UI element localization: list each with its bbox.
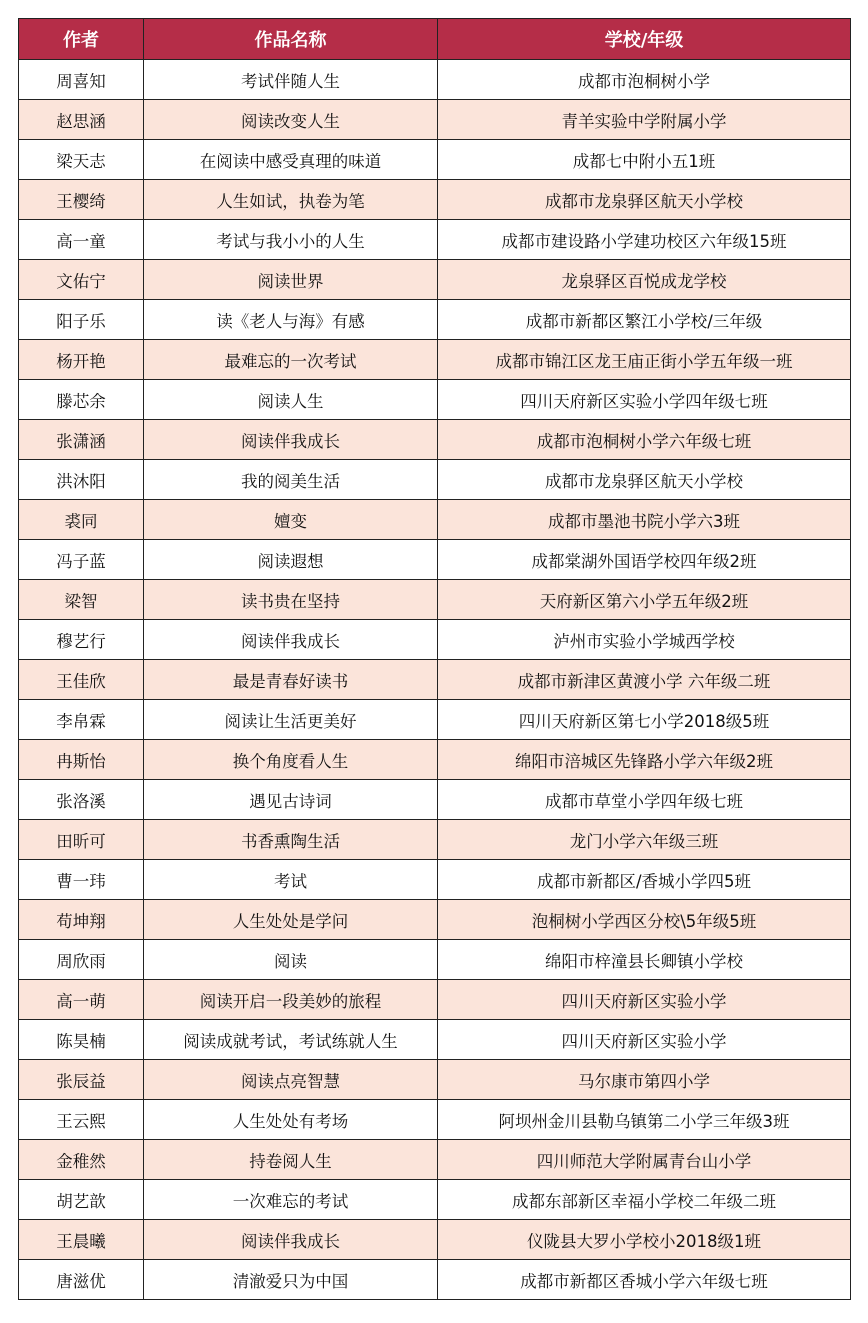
cell-school-grade: 泡桐树小学西区分校\5年级5班: [438, 900, 851, 940]
cell-school-grade: 天府新区第六小学五年级2班: [438, 580, 851, 620]
table-row: [19, 780, 851, 820]
table-row: [19, 460, 851, 500]
table-row: [19, 420, 851, 460]
table-row: [19, 1060, 851, 1100]
cell-work-title: 考试伴随人生: [144, 60, 438, 100]
table-row: [19, 140, 851, 180]
header-work-title: 作品名称: [144, 19, 438, 60]
cell-author: 王佳欣: [19, 660, 144, 700]
cell-school-grade: 成都市新都区香城小学六年级七班: [438, 1260, 851, 1300]
cell-school-grade: 四川师范大学附属青台山小学: [438, 1140, 851, 1180]
award-table: [18, 18, 851, 1300]
table-row: [19, 500, 851, 540]
cell-school-grade: 成都市泡桐树小学六年级七班: [438, 420, 851, 460]
cell-author: 王樱绮: [19, 180, 144, 220]
table-row: [19, 1140, 851, 1180]
header-school-grade: 学校/年级: [438, 19, 851, 60]
cell-author: 冉斯怡: [19, 740, 144, 780]
cell-work-title: 阅读开启一段美妙的旅程: [144, 980, 438, 1020]
cell-school-grade: 成都市锦江区龙王庙正街小学五年级一班: [438, 340, 851, 380]
cell-work-title: 清澈爱只为中国: [144, 1260, 438, 1300]
cell-school-grade: 成都七中附小五1班: [438, 140, 851, 180]
cell-school-grade: 四川天府新区实验小学四年级七班: [438, 380, 851, 420]
table-body: [19, 60, 851, 1300]
cell-author: 穆艺行: [19, 620, 144, 660]
cell-work-title: 持卷阅人生: [144, 1140, 438, 1180]
cell-work-title: 人生处处是学问: [144, 900, 438, 940]
cell-author: 文佑宁: [19, 260, 144, 300]
table-row: [19, 260, 851, 300]
cell-work-title: 嬗变: [144, 500, 438, 540]
cell-author: 王晨曦: [19, 1220, 144, 1260]
cell-school-grade: 成都市新津区黄渡小学 六年级二班: [438, 660, 851, 700]
cell-work-title: 最是青春好读书: [144, 660, 438, 700]
cell-work-title: 阅读伴我成长: [144, 420, 438, 460]
table-row: [19, 1220, 851, 1260]
cell-work-title: 阅读改变人生: [144, 100, 438, 140]
table-row: [19, 980, 851, 1020]
cell-work-title: 阅读成就考试，考试练就人生: [144, 1020, 438, 1060]
cell-work-title: 阅读伴我成长: [144, 1220, 438, 1260]
table-header-row: [19, 19, 851, 60]
table-row: [19, 900, 851, 940]
cell-author: 梁天志: [19, 140, 144, 180]
cell-school-grade: 绵阳市梓潼县长卿镇小学校: [438, 940, 851, 980]
cell-work-title: 阅读遐想: [144, 540, 438, 580]
table-row: [19, 580, 851, 620]
table-row: [19, 940, 851, 980]
cell-school-grade: 成都市新都区/香城小学四5班: [438, 860, 851, 900]
cell-work-title: 最难忘的一次考试: [144, 340, 438, 380]
cell-school-grade: 四川天府新区第七小学2018级5班: [438, 700, 851, 740]
cell-school-grade: 四川天府新区实验小学: [438, 980, 851, 1020]
cell-school-grade: 阿坝州金川县勒乌镇第二小学三年级3班: [438, 1100, 851, 1140]
cell-work-title: 人生处处有考场: [144, 1100, 438, 1140]
table-row: [19, 1180, 851, 1220]
cell-school-grade: 成都市龙泉驿区航天小学校: [438, 180, 851, 220]
cell-work-title: 在阅读中感受真理的味道: [144, 140, 438, 180]
cell-author: 冯子蓝: [19, 540, 144, 580]
cell-school-grade: 绵阳市涪城区先锋路小学六年级2班: [438, 740, 851, 780]
cell-author: 滕芯余: [19, 380, 144, 420]
cell-work-title: 人生如试，执卷为笔: [144, 180, 438, 220]
cell-school-grade: 四川天府新区实验小学: [438, 1020, 851, 1060]
cell-author: 唐滋优: [19, 1260, 144, 1300]
cell-school-grade: 青羊实验中学附属小学: [438, 100, 851, 140]
cell-author: 阳子乐: [19, 300, 144, 340]
table-row: [19, 860, 851, 900]
table-row: [19, 740, 851, 780]
cell-author: 周欣雨: [19, 940, 144, 980]
cell-author: 王云熙: [19, 1100, 144, 1140]
cell-school-grade: 成都市泡桐树小学: [438, 60, 851, 100]
table-row: [19, 100, 851, 140]
cell-work-title: 换个角度看人生: [144, 740, 438, 780]
cell-author: 田昕可: [19, 820, 144, 860]
cell-school-grade: 成都市新都区繁江小学校/三年级: [438, 300, 851, 340]
cell-school-grade: 泸州市实验小学城西学校: [438, 620, 851, 660]
table-row: [19, 620, 851, 660]
cell-author: 曹一玮: [19, 860, 144, 900]
table-row: [19, 60, 851, 100]
cell-school-grade: 马尔康市第四小学: [438, 1060, 851, 1100]
cell-school-grade: 龙泉驿区百悦成龙学校: [438, 260, 851, 300]
cell-school-grade: 仪陇县大罗小学校小2018级1班: [438, 1220, 851, 1260]
cell-work-title: 遇见古诗词: [144, 780, 438, 820]
cell-work-title: 阅读点亮智慧: [144, 1060, 438, 1100]
cell-work-title: 我的阅美生活: [144, 460, 438, 500]
cell-work-title: 阅读伴我成长: [144, 620, 438, 660]
cell-work-title: 读书贵在坚持: [144, 580, 438, 620]
cell-author: 胡艺歆: [19, 1180, 144, 1220]
cell-school-grade: 成都市草堂小学四年级七班: [438, 780, 851, 820]
table-row: [19, 220, 851, 260]
cell-work-title: 书香熏陶生活: [144, 820, 438, 860]
cell-author: 高一萌: [19, 980, 144, 1020]
cell-author: 张辰益: [19, 1060, 144, 1100]
cell-author: 苟坤翔: [19, 900, 144, 940]
cell-work-title: 考试: [144, 860, 438, 900]
award-table-container: [18, 18, 850, 1300]
cell-author: 陈昊楠: [19, 1020, 144, 1060]
cell-author: 高一童: [19, 220, 144, 260]
table-row: [19, 1100, 851, 1140]
cell-school-grade: 龙门小学六年级三班: [438, 820, 851, 860]
table-row: [19, 380, 851, 420]
table-row: [19, 300, 851, 340]
table-row: [19, 340, 851, 380]
table-row: [19, 820, 851, 860]
cell-author: 洪沐阳: [19, 460, 144, 500]
cell-work-title: 阅读人生: [144, 380, 438, 420]
header-author: 作者: [19, 19, 144, 60]
cell-work-title: 读《老人与海》有感: [144, 300, 438, 340]
cell-author: 金稚然: [19, 1140, 144, 1180]
cell-school-grade: 成都棠湖外国语学校四年级2班: [438, 540, 851, 580]
cell-school-grade: 成都市建设路小学建功校区六年级15班: [438, 220, 851, 260]
table-row: [19, 180, 851, 220]
cell-author: 梁智: [19, 580, 144, 620]
cell-author: 张潇涵: [19, 420, 144, 460]
cell-work-title: 阅读让生活更美好: [144, 700, 438, 740]
cell-author: 周喜知: [19, 60, 144, 100]
cell-school-grade: 成都市墨池书院小学六3班: [438, 500, 851, 540]
table-row: [19, 660, 851, 700]
cell-school-grade: 成都东部新区幸福小学校二年级二班: [438, 1180, 851, 1220]
cell-author: 赵思涵: [19, 100, 144, 140]
cell-work-title: 阅读世界: [144, 260, 438, 300]
cell-work-title: 考试与我小小的人生: [144, 220, 438, 260]
cell-author: 张洛溪: [19, 780, 144, 820]
table-row: [19, 1020, 851, 1060]
cell-work-title: 阅读: [144, 940, 438, 980]
table-row: [19, 540, 851, 580]
cell-author: 杨开艳: [19, 340, 144, 380]
cell-school-grade: 成都市龙泉驿区航天小学校: [438, 460, 851, 500]
cell-author: 裘同: [19, 500, 144, 540]
cell-author: 李帛霖: [19, 700, 144, 740]
cell-work-title: 一次难忘的考试: [144, 1180, 438, 1220]
table-row: [19, 1260, 851, 1300]
table-row: [19, 700, 851, 740]
